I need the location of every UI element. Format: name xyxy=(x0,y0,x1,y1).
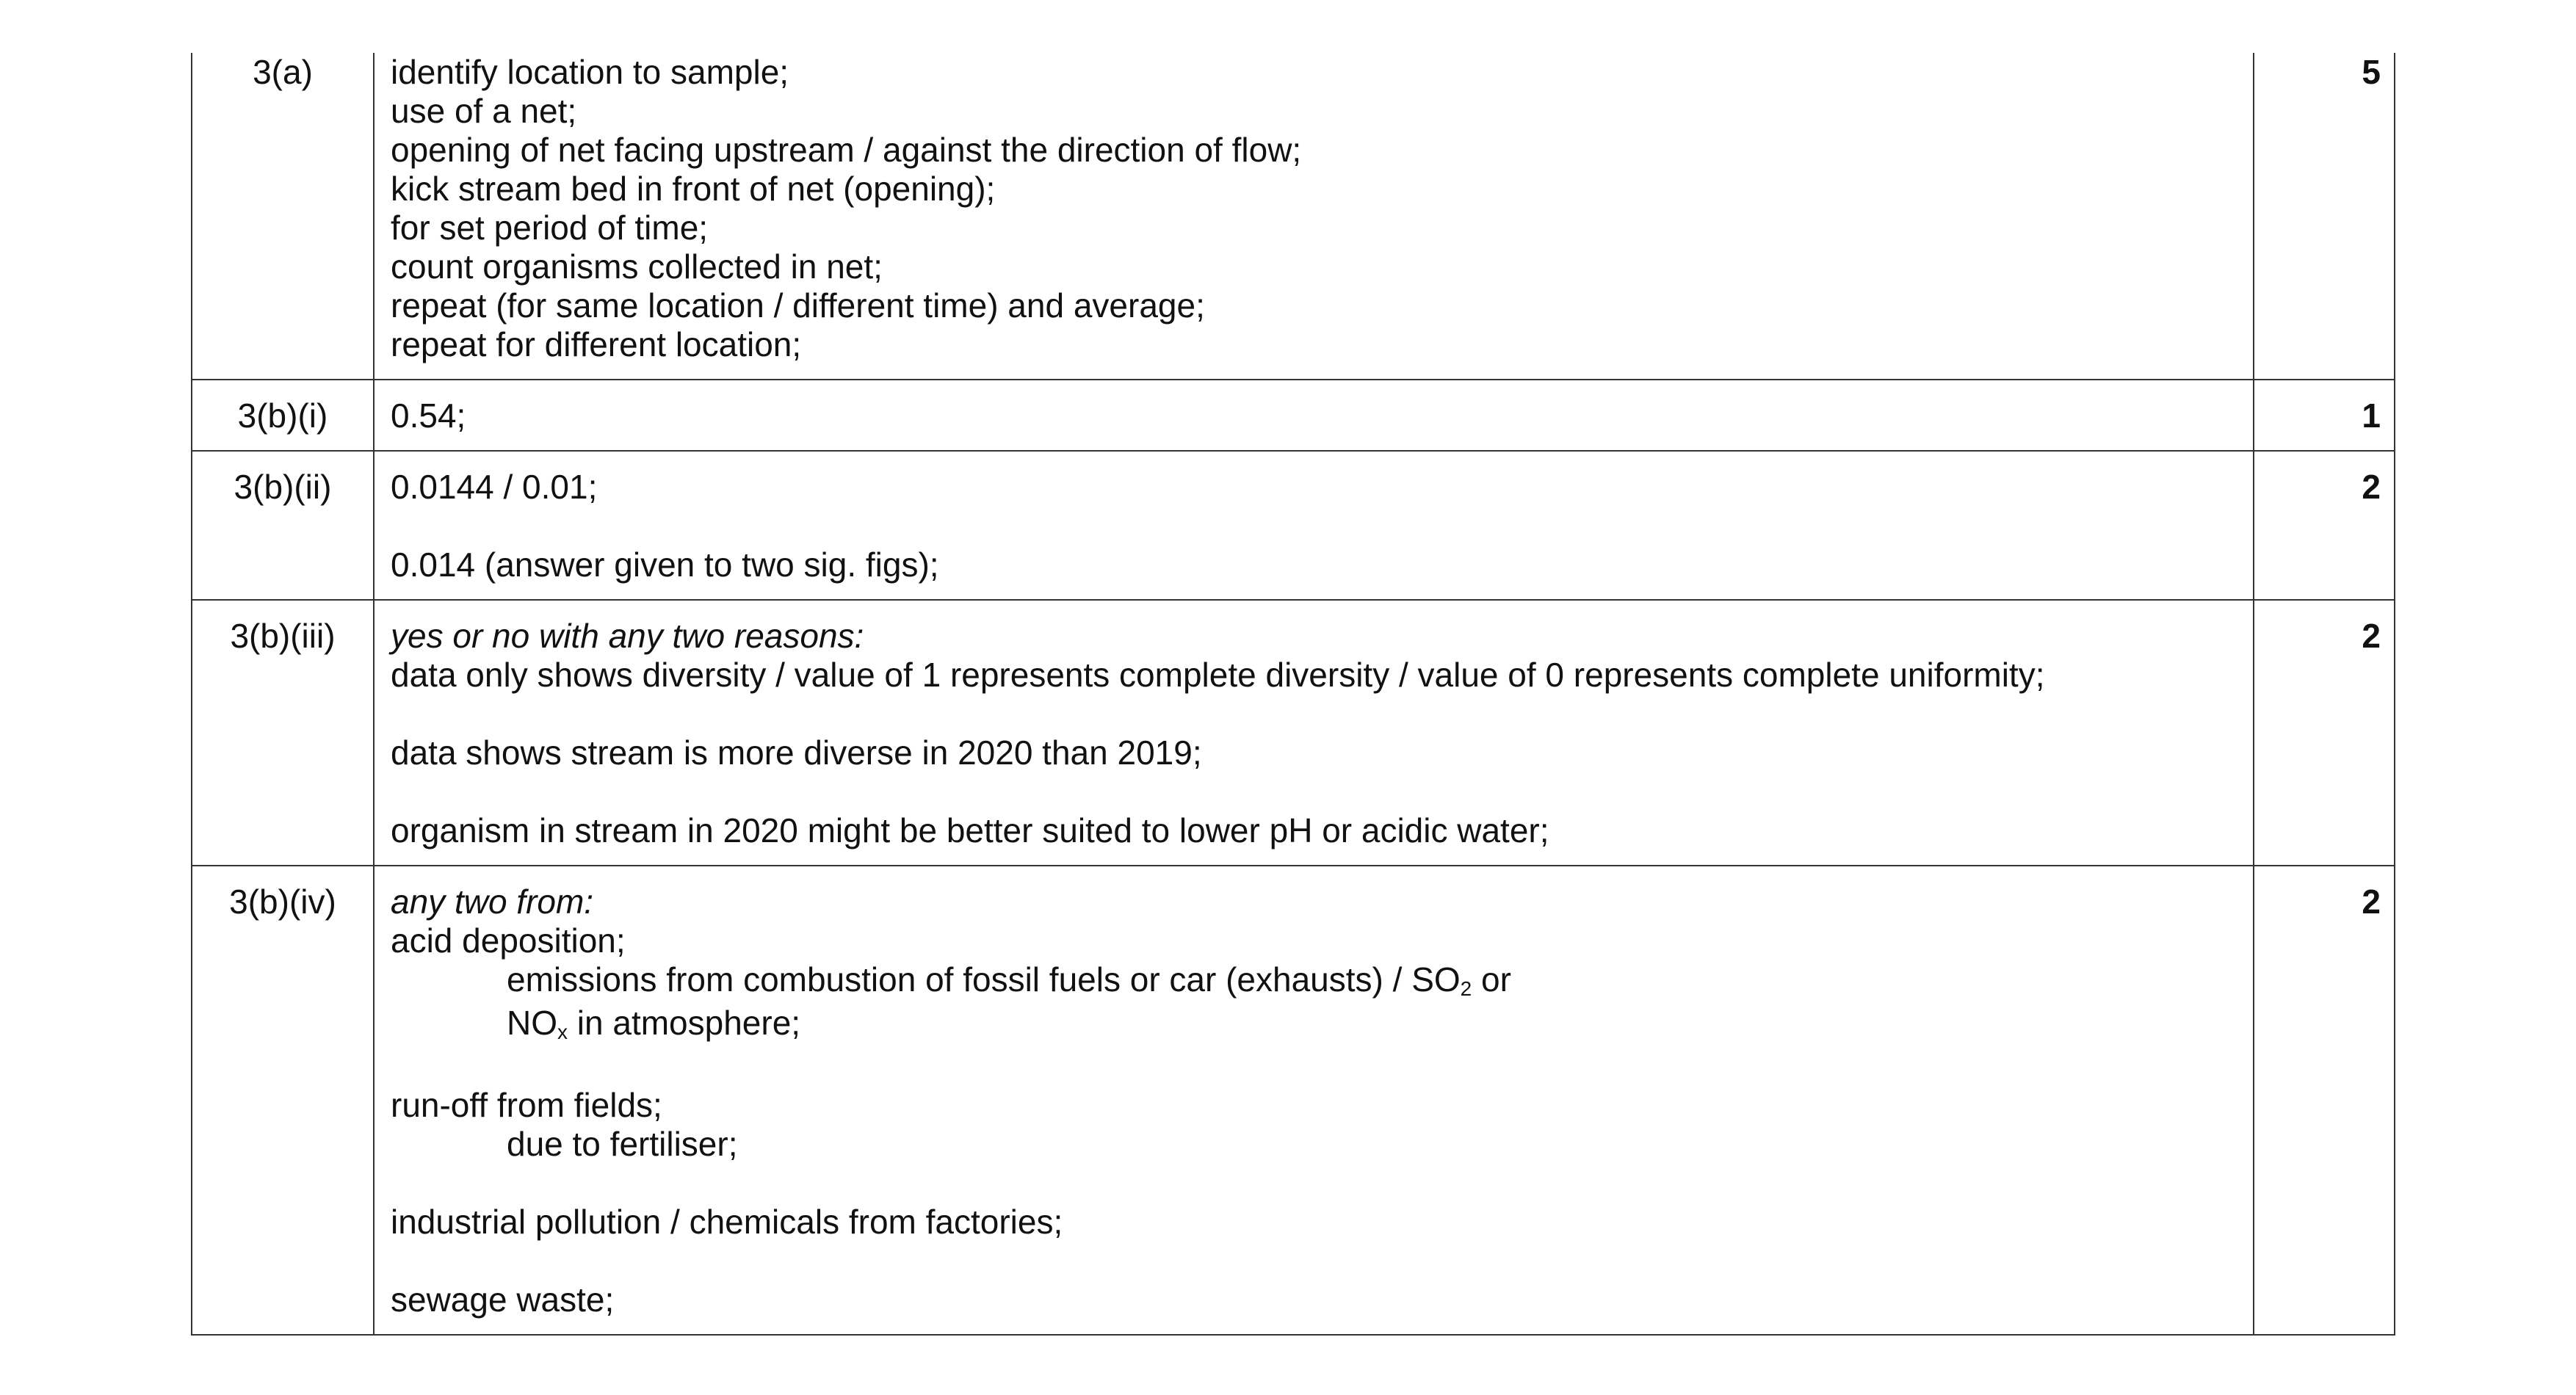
question-number: 3(b)(iv) xyxy=(192,866,374,1335)
answer-line: 0.014 (answer given to two sig. figs); xyxy=(391,546,939,584)
table-row xyxy=(192,451,2395,600)
answer-cell xyxy=(374,380,2254,451)
answer-line: kick stream bed in front of net (opening); xyxy=(391,170,996,208)
table-row xyxy=(192,53,2395,380)
answer-line: 0.54; xyxy=(391,396,466,435)
answer-line: organism in stream in 2020 might be better suited to lower pH or acidic water; xyxy=(391,811,1549,849)
marks-value: 5 xyxy=(2254,53,2395,380)
answer-line: run-off from fields; xyxy=(391,1086,662,1124)
answer-line: data shows stream is more diverse in 2020 than 2019; xyxy=(391,733,1202,772)
answer-line: for set period of time; xyxy=(391,209,709,247)
question-number: 3(b)(i) xyxy=(192,380,374,451)
answer-heading: any two from: xyxy=(391,883,594,921)
answer-subline: emissions from combustion of fossil fuels or car (exhausts) / SO2 or xyxy=(507,960,1511,1000)
question-number: 3(b)(iii) xyxy=(192,600,374,866)
answer-subline: NOx in atmosphere; xyxy=(507,1004,801,1043)
answer-line: data only shows diversity / value of 1 represents complete diversity / value of 0 represents complete uniformity; xyxy=(391,656,2045,694)
question-number: 3(a) xyxy=(192,53,374,380)
answer-line: 0.0144 / 0.01; xyxy=(391,468,598,506)
marks-value: 2 xyxy=(2254,866,2395,1335)
answer-line: industrial pollution / chemicals from factories; xyxy=(391,1203,1063,1241)
answer-cell xyxy=(374,451,2254,600)
answer-cell xyxy=(374,53,2254,380)
answer-line: repeat for different location; xyxy=(391,325,802,363)
answer-line: sewage waste; xyxy=(391,1280,615,1319)
answer-line: repeat (for same location / different time) and average; xyxy=(391,286,1205,325)
answer-line: count organisms collected in net; xyxy=(391,247,883,286)
subscript: x xyxy=(557,1021,568,1043)
answer-cell xyxy=(374,866,2254,1335)
answer-subline: due to fertiliser; xyxy=(507,1125,738,1163)
answer-line: acid deposition; xyxy=(391,921,626,960)
answer-heading: yes or no with any two reasons: xyxy=(391,617,864,655)
answer-line: opening of net facing upstream / against the direction of flow; xyxy=(391,131,1302,169)
answer-line: use of a net; xyxy=(391,92,577,130)
subscript: 2 xyxy=(1460,977,1472,1000)
question-number: 3(b)(ii) xyxy=(192,451,374,600)
marks-value: 1 xyxy=(2254,380,2395,451)
table-row xyxy=(192,866,2395,1335)
answer-cell xyxy=(374,600,2254,866)
mark-scheme-table xyxy=(191,53,2395,1336)
table-row xyxy=(192,380,2395,451)
marks-value: 2 xyxy=(2254,451,2395,600)
answer-line: identify location to sample; xyxy=(391,53,789,91)
table-row xyxy=(192,600,2395,866)
marks-value: 2 xyxy=(2254,600,2395,866)
